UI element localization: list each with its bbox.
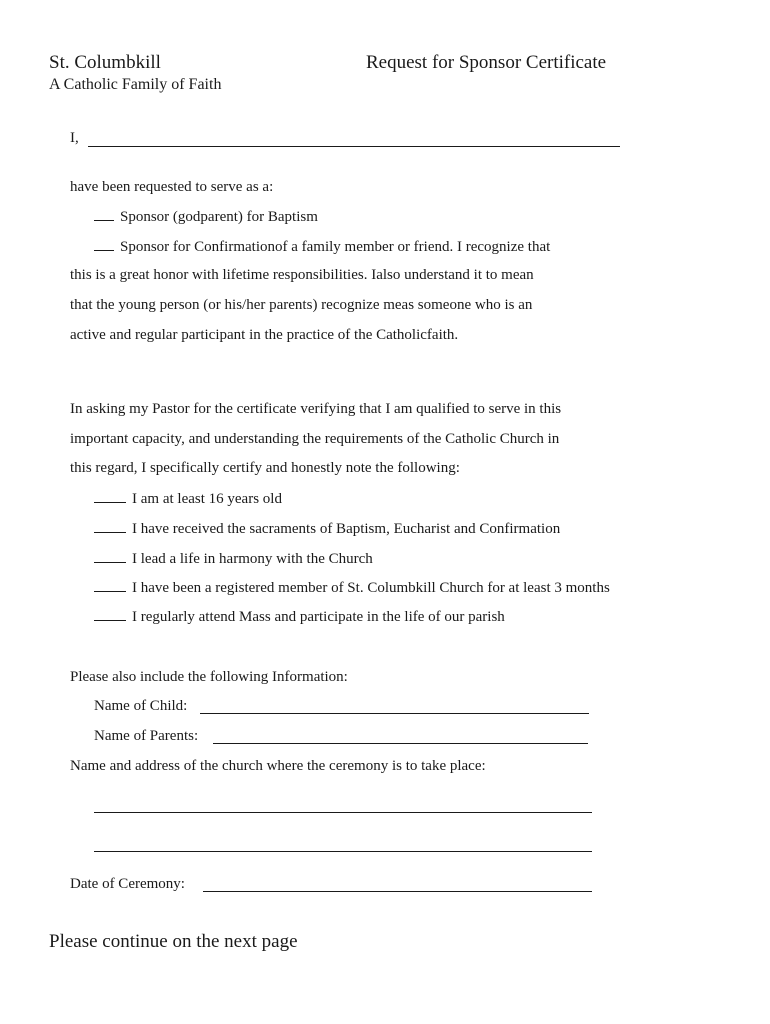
option-confirmation xyxy=(94,238,550,256)
ceremony-date-field[interactable] xyxy=(203,891,592,892)
child-label: Name of Child: xyxy=(94,698,188,714)
parish-name: St. Columbkill xyxy=(49,52,161,73)
certify-item-label: I regularly attend Mass and participate in the life of our parish xyxy=(132,609,505,625)
option-baptism xyxy=(94,208,318,226)
confirmation-check-blank[interactable] xyxy=(94,238,114,251)
parents-name-field[interactable] xyxy=(213,743,588,744)
certify-paragraph-line: this regard, I specifically certify and honestly note the following: xyxy=(70,460,460,476)
church-address-field-2[interactable] xyxy=(94,851,592,852)
certify-item xyxy=(94,550,373,568)
requested-text: have been requested to serve as a: xyxy=(70,179,274,195)
certify-paragraph-line: important capacity, and understanding the requirements of the Catholic Church in xyxy=(70,431,560,447)
certify-item-label: I am at least 16 years old xyxy=(132,491,282,507)
option-confirmation-label: Sponsor for Confirmationof a family member or friend. I recognize that xyxy=(120,239,551,255)
option-baptism-label: Sponsor (godparent) for Baptism xyxy=(120,209,318,225)
certify-paragraph-line: In asking my Pastor for the certificate verifying that I am qualified to serve in this xyxy=(70,401,562,417)
certify-item xyxy=(94,490,282,508)
certify-item xyxy=(94,579,610,597)
sponsor-name-field[interactable] xyxy=(88,146,620,147)
intro-paragraph-line: active and regular participant in the practice of the Catholicfaith. xyxy=(70,327,459,343)
intro-paragraph-line: this is a great honor with lifetime responsibilities. Ialso understand it to mean xyxy=(70,267,534,283)
certify-item-label: I have received the sacraments of Baptism, Eucharist and Confirmation xyxy=(132,521,561,537)
parents-label: Name of Parents: xyxy=(94,728,199,744)
parish-tagline: A Catholic Family of Faith xyxy=(49,76,222,93)
baptism-check-blank[interactable] xyxy=(94,208,114,221)
certify-check-blank[interactable] xyxy=(94,550,126,563)
certify-check-blank[interactable] xyxy=(94,490,126,503)
certify-check-blank[interactable] xyxy=(94,608,126,621)
certify-item xyxy=(94,520,560,538)
church-label: Name and address of the church where the ceremony is to take place: xyxy=(70,758,486,774)
continue-note: Please continue on the next page xyxy=(49,931,298,952)
certify-item-label: I have been a registered member of St. Columbkill Church for at least 3 months xyxy=(132,580,610,596)
date-label: Date of Ceremony: xyxy=(70,876,185,892)
certify-item-label: I lead a life in harmony with the Church xyxy=(132,551,373,567)
i-label: I, xyxy=(70,130,79,146)
certify-item xyxy=(94,608,505,626)
certify-check-blank[interactable] xyxy=(94,579,126,592)
church-address-field-1[interactable] xyxy=(94,812,592,813)
intro-paragraph-line: that the young person (or his/her parents) recognize meas someone who is an xyxy=(70,297,533,313)
info-heading: Please also include the following Information: xyxy=(70,669,348,685)
form-title: Request for Sponsor Certificate xyxy=(366,52,607,73)
certify-check-blank[interactable] xyxy=(94,520,126,533)
child-name-field[interactable] xyxy=(200,713,589,714)
